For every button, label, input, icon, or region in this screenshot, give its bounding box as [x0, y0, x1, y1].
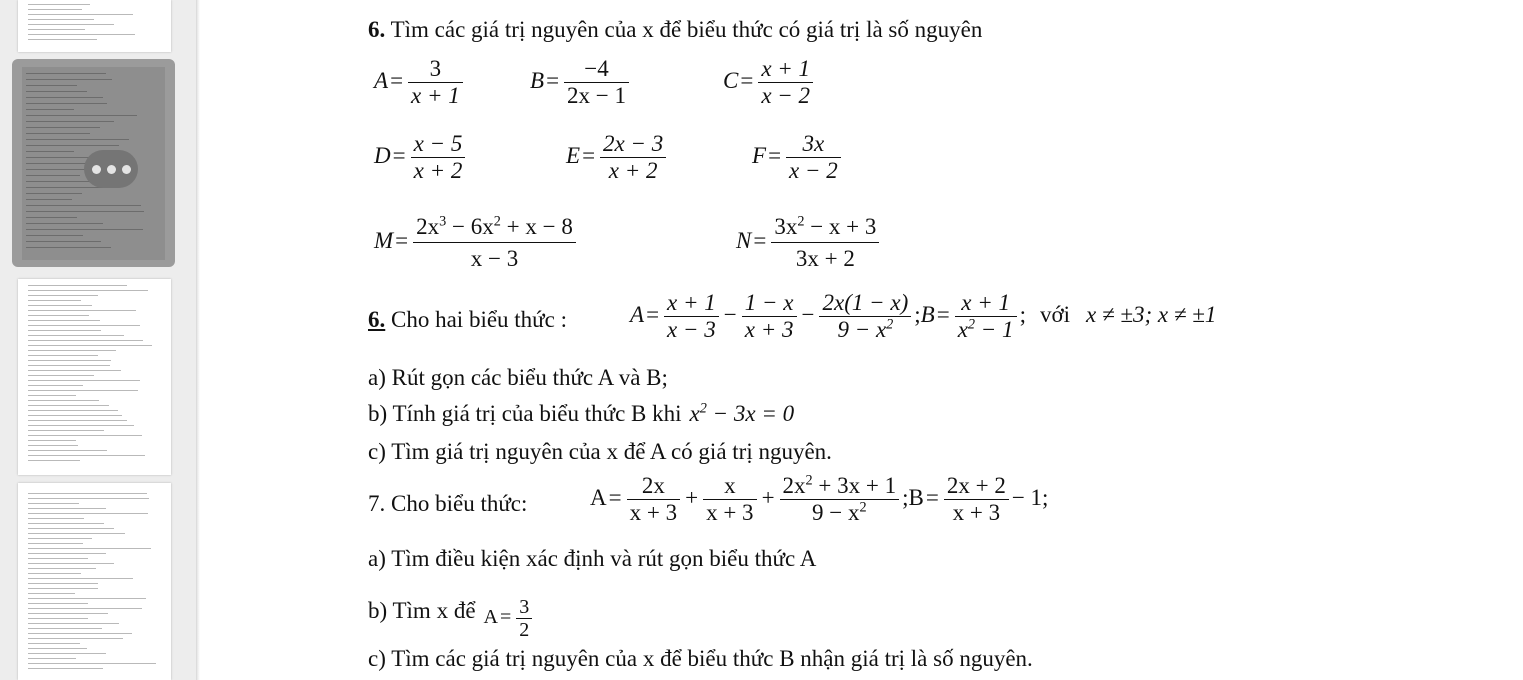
expression-D: D= $\frac{x - 5}{x + 2}$ [374, 131, 468, 185]
fraction: $\frac{2x^3 - 6x^2 + x - 8}{x - 3}$ [413, 211, 576, 274]
thumbnail-text-line [28, 445, 78, 446]
thumbnail-text-line [28, 9, 82, 10]
thumbnail-text-line [26, 97, 103, 98]
more-options-button[interactable] [84, 150, 138, 188]
thumbnail-text-line [28, 553, 106, 554]
more-horizontal-icon [107, 165, 116, 174]
thumbnail-text-line [28, 39, 97, 40]
problem-6b-intro: 6. Cho hai biểu thức : [368, 307, 567, 332]
thumbnail-text-line [28, 400, 99, 401]
thumbnail-text-line [26, 193, 82, 194]
thumbnail-text-line [28, 420, 127, 421]
problem-7-part-a: a) Tìm điều kiện xác định và rút gọn biểu thức A [368, 546, 817, 571]
page-thumbnail[interactable] [18, 279, 171, 475]
expression-A: A= $\frac{3}{x + 1}$ [374, 56, 466, 110]
thumbnail-text-line [28, 285, 127, 286]
thumbnail-text-line [28, 528, 114, 529]
problem-7-part-b: b) Tìm x để A = $\frac{3}{2}$ [368, 588, 535, 633]
thumbnail-text-line [26, 115, 137, 116]
thumbnail-text-line [28, 435, 142, 436]
thumbnail-text-line [28, 563, 114, 564]
thumbnail-text-line [28, 460, 80, 461]
thumbnail-text-line [28, 370, 121, 371]
thumbnail-text-line [28, 295, 98, 296]
page-thumbnail-selected[interactable] [12, 59, 175, 267]
fraction: $\frac{x - 5}{x + 2}$ [411, 131, 466, 185]
thumbnail-text-line [28, 518, 84, 519]
thumbnail-text-line [26, 241, 101, 242]
thumbnail-text-line [26, 133, 90, 134]
thumbnail-text-line [28, 588, 98, 589]
thumbnail-text-line [28, 493, 147, 494]
thumbnail-text-line [28, 430, 104, 431]
thumbnail-text-line [26, 145, 119, 146]
thumbnail-text-line [28, 19, 94, 20]
thumbnail-text-line [28, 503, 79, 504]
thumbnail-text-line [28, 405, 109, 406]
thumbnail-text-line [28, 498, 149, 499]
thumbnail-text-line [28, 330, 101, 331]
thumbnail-text-line [28, 360, 111, 361]
thumbnail-text-line [26, 199, 72, 200]
fraction: $\frac{-4}{2x - 1}$ [564, 56, 629, 110]
thumbnail-text-line [28, 290, 148, 291]
fraction: $\frac{2x^2 + 3x + 1}{9 - x^2}$ [780, 473, 900, 527]
fraction: $\frac{2x(1 - x)}{9 - x^2}$ [819, 290, 911, 344]
thumbnail-text-line [26, 109, 74, 110]
thumbnail-text-line [28, 568, 96, 569]
fraction: $\frac{x + 1}{x - 2}$ [758, 56, 813, 110]
page-thumbnail[interactable] [18, 0, 171, 52]
expression-C: C= $\frac{x + 1}{x - 2}$ [723, 56, 816, 110]
thumbnail-text-line [26, 175, 80, 176]
thumbnail-text-line [28, 355, 98, 356]
thumbnail-text-line [26, 79, 112, 80]
thumbnail-text-line [28, 385, 83, 386]
thumbnail-text-line [28, 325, 140, 326]
thumbnail-text-line [26, 127, 100, 128]
thumbnail-text-line [28, 395, 76, 396]
thumbnail-text-line [28, 450, 107, 451]
thumbnail-text-line [26, 205, 141, 206]
thumbnail-text-line [28, 29, 85, 30]
thumbnail-text-line [28, 305, 92, 306]
thumbnail-text-line [26, 73, 106, 74]
thumbnail-text-line [26, 217, 77, 218]
fraction: $\frac{3x^2 - x + 3}{3x + 2}$ [771, 211, 879, 274]
thumbnail-text-line [28, 513, 148, 514]
problem-7-expressions: A= $\frac{2x}{x + 3}$ + $\frac{x}{x + 3}$ + $\frac{2x^2 + 3x + 1}{9 - x^2}$ ;B= $\frac{2x + 2}{x + 3}$ − 1; [590, 472, 1049, 526]
thumbnail-text-line [28, 523, 104, 524]
thumbnail-text-line [26, 91, 87, 92]
page-thumbnail[interactable] [18, 483, 171, 680]
problem-number: 6. [368, 17, 386, 42]
thumbnail-text-line [28, 455, 145, 456]
thumbnail-text-line [28, 583, 98, 584]
thumbnail-text-line [28, 350, 116, 351]
fraction: $\frac{3}{2}$ [516, 596, 532, 641]
thumbnail-text-line [28, 548, 151, 549]
thumbnail-text-line [28, 375, 94, 376]
expression-F: F= $\frac{3x}{x - 2}$ [752, 131, 844, 185]
thumbnail-text-line [26, 223, 103, 224]
thumbnail-text-line [26, 247, 111, 248]
thumbnail-text-line [28, 533, 125, 534]
thumbnail-text-line [28, 300, 81, 301]
fraction: $\frac{2x + 2}{x + 3}$ [944, 473, 1009, 527]
thumbnail-text-line [26, 163, 86, 164]
thumbnail-text-line [28, 390, 138, 391]
thumbnail-text-line [28, 340, 143, 341]
thumbnail-text-line [28, 24, 114, 25]
thumbnail-text-line [26, 229, 143, 230]
thumbnail-text-line [26, 139, 129, 140]
thumbnail-text-line [28, 425, 134, 426]
expression-E: E= $\frac{2x - 3}{x + 2}$ [566, 131, 669, 185]
fraction: $\frac{2x - 3}{x + 2}$ [600, 131, 666, 185]
thumbnail-text-line [28, 603, 88, 604]
fraction: $\frac{3}{x + 1}$ [408, 56, 463, 110]
thumbnail-text-line [28, 345, 152, 346]
thumbnail-text-line [28, 380, 140, 381]
thumbnail-text-line [28, 365, 110, 366]
thumbnail-text-line [28, 648, 87, 649]
problem-6b-part-a: a) Rút gọn các biểu thức A và B; [368, 365, 668, 390]
expression-M: M= $\frac{2x^3 - 6x^2 + x - 8}{x - 3}$ [374, 211, 579, 274]
problem-6-heading [368, 18, 982, 41]
fraction: $\frac{3x}{x - 2}$ [786, 131, 841, 185]
problem-6b-part-c: c) Tìm giá trị nguyên của x để A có giá trị nguyên. [368, 439, 832, 464]
thumbnail-text-line [28, 315, 89, 316]
thumbnail-text-line [28, 320, 100, 321]
thumbnail-text-line [28, 663, 156, 664]
thumbnail-text-line [28, 440, 76, 441]
thumbnail-text-line [28, 658, 76, 659]
thumbnail-text-line [28, 613, 108, 614]
more-horizontal-icon [92, 165, 101, 174]
thumbnail-text-line [28, 14, 133, 15]
fraction: $\frac{x + 1}{x^2 - 1}$ [955, 290, 1017, 344]
thumbnail-text-line [28, 668, 103, 669]
thumbnail-text-line [28, 593, 75, 594]
thumbnail-text-line [28, 335, 124, 336]
thumbnail-text-line [28, 543, 83, 544]
thumbnail-text-line [26, 103, 107, 104]
thumbnail-text-line [28, 415, 122, 416]
thumbnail-text-line [28, 558, 88, 559]
thumbnail-text-line [28, 633, 132, 634]
problem-7-part-c: c) Tìm các giá trị nguyên của x để biểu thức B nhận giá trị là số nguyên. [368, 646, 1033, 671]
thumbnail-text-line [26, 235, 83, 236]
thumbnail-text-line [28, 643, 80, 644]
fraction: $\frac{x}{x + 3}$ [703, 473, 756, 527]
thumbnail-text-line [28, 538, 92, 539]
thumbnail-text-line [28, 4, 90, 5]
more-horizontal-icon [122, 165, 131, 174]
thumbnail-text-line [28, 310, 136, 311]
thumbnail-text-line [26, 121, 114, 122]
document-page [368, 0, 1518, 680]
thumbnail-text-line [28, 653, 106, 654]
fraction: $\frac{x + 1}{x - 3}$ [664, 290, 719, 344]
thumbnail-text-line [26, 151, 74, 152]
page-edge-shadow [197, 0, 200, 680]
thumbnail-text-line [28, 623, 119, 624]
thumbnail-text-line [28, 573, 81, 574]
thumbnail-text-line [28, 508, 106, 509]
thumbnail-text-line [28, 578, 133, 579]
expression-B: B= $\frac{-4}{2x - 1}$ [530, 56, 632, 110]
problem-7-intro: 7. Cho biểu thức: [368, 491, 528, 516]
thumbnail-text-line [28, 34, 135, 35]
fraction: $\frac{1 - x}{x + 3}$ [742, 290, 797, 344]
thumbnail-text-line [26, 211, 144, 212]
thumbnail-text-line [26, 85, 77, 86]
page-thumbnail-panel[interactable] [0, 0, 197, 680]
thumbnail-text-line [28, 608, 142, 609]
fraction: $\frac{2x}{x + 3}$ [627, 473, 680, 527]
thumbnail-text-line [26, 187, 106, 188]
thumbnail-text-line [28, 628, 102, 629]
problem-6b-part-b: b) Tính giá trị của biểu thức B khi $x^2 - 3x = 0$ [368, 400, 795, 426]
thumbnail-text-line [28, 638, 123, 639]
thumbnail-text-line [28, 618, 88, 619]
problem-text: Tìm các giá trị nguyên của x để biểu thức có giá trị là số nguyên [385, 17, 983, 42]
expression-N: N= $\frac{3x^2 - x + 3}{3x + 2}$ [736, 211, 882, 274]
thumbnail-text-line [28, 410, 118, 411]
thumbnail-text-line [28, 598, 146, 599]
problem-6b-expressions: A= $\frac{x + 1}{x - 3}$ − $\frac{1 - x}{x + 3}$ − $\frac{2x(1 - x)}{9 - x^2}$ ;B= $\frac{x + 1}{x^2 - 1}$ ; với x ≠ ±3; x ≠ ±1 [630, 290, 1217, 343]
